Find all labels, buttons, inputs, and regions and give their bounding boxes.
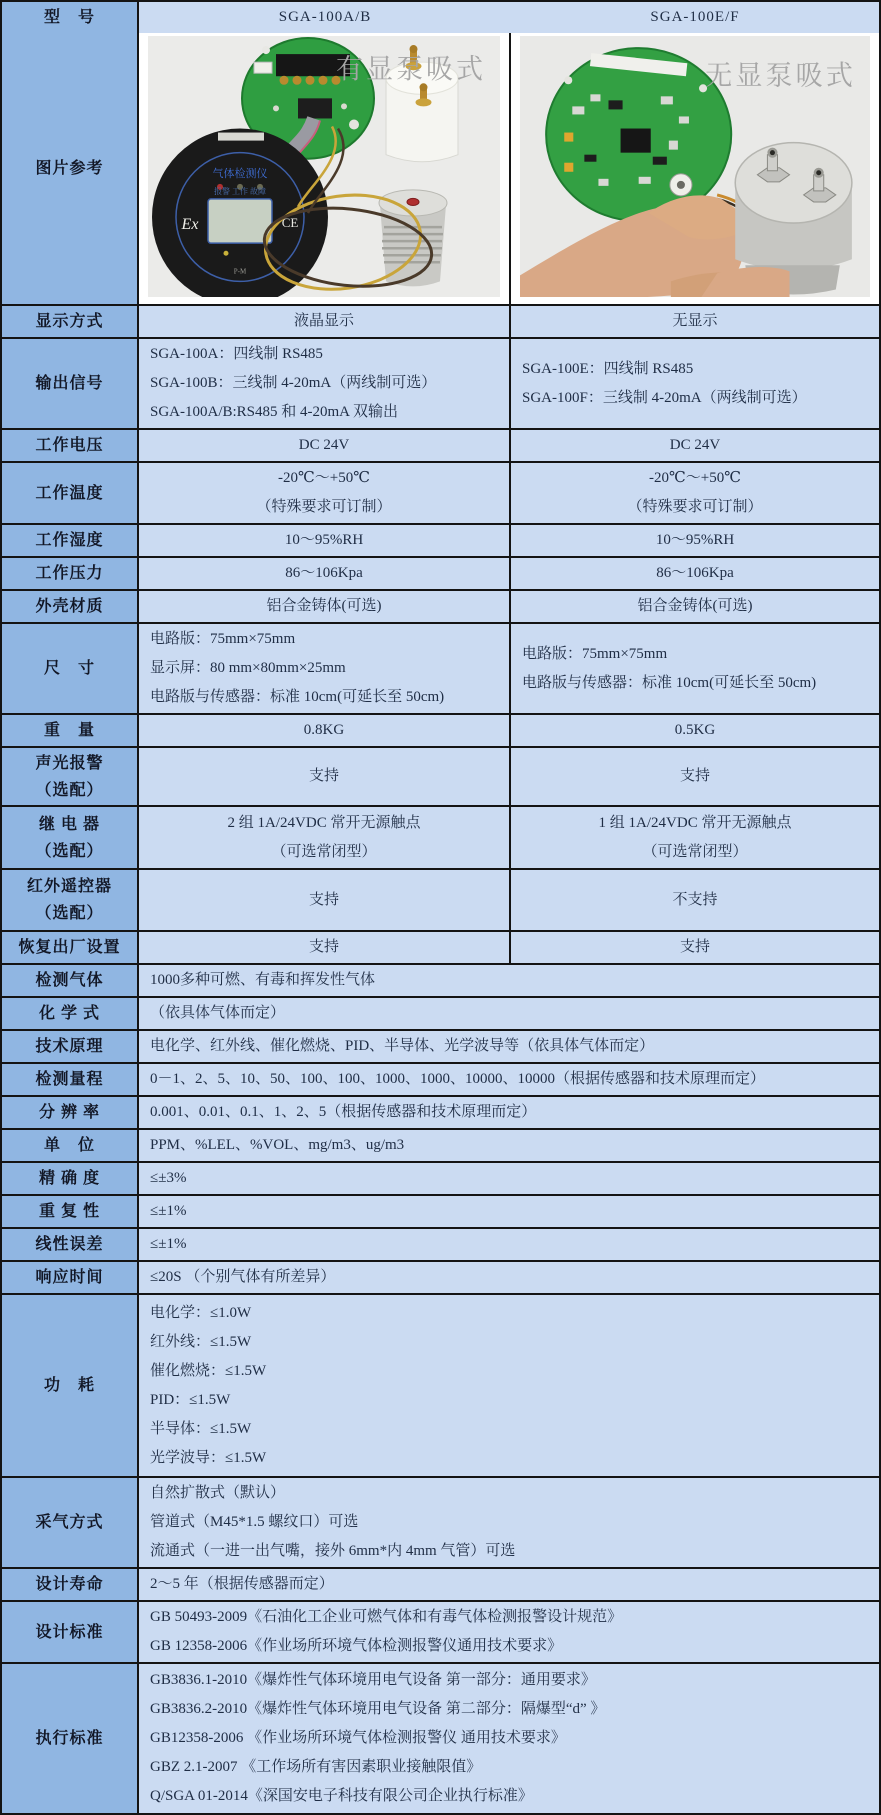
table-row [2,428,879,461]
value-text: ≤±3% [150,1170,187,1187]
value-cell [511,306,879,337]
value-text: ≤±1% [150,1203,187,1220]
product-photo-a [139,33,511,304]
table-row [2,930,879,963]
row-header-label: 响应时间 [35,1269,104,1287]
row-header-label: 尺 寸 [43,660,95,678]
value-text: （可选常闭型） [271,843,377,860]
value-text: 86～106Kpa [285,565,363,582]
value-cell [139,1130,879,1161]
value-cell [139,430,511,461]
row-header-label: 恢复出厂设置 [18,939,121,957]
watermark-b-text: 无显泵吸式 [705,60,856,91]
row-header-cell [2,430,139,461]
table-row [2,713,879,746]
value-text: GB3836.1-2010《爆炸性气体环境用电气设备 第一部分：通用要求》 [150,1672,596,1689]
spec-rows [2,304,879,1813]
value-text: （可选常闭型） [642,843,748,860]
product-photo-b-illustration [520,36,870,297]
value-text: 支持 [308,768,339,785]
table-header-row [2,2,879,31]
row-header-cell [2,1196,139,1227]
table-row [2,1227,879,1260]
table-row [2,1128,879,1161]
value-text: PID：≤1.5W [150,1391,231,1408]
row-header-label: 红外遥控器 [26,878,112,896]
row-header-cell [2,1478,139,1567]
row-header-cell [2,1602,139,1662]
row-header-label: 单 位 [43,1137,95,1155]
value-text: （特殊要求可订制） [256,499,392,516]
value-text: 10～95%RH [284,532,364,549]
value-text: 红外线：≤1.5W [150,1333,252,1350]
row-header-cell [2,306,139,337]
value-text: 不支持 [672,891,718,908]
table-row [2,805,879,868]
row-header-cell [2,1064,139,1095]
row-header-label: 检测气体 [35,972,104,990]
value-text: GB12358-2006 《作业场所环境气体检测报警仪 通用技术要求》 [150,1730,566,1747]
value-cell [139,715,511,746]
value-cell [139,1229,879,1260]
table-row [2,963,879,996]
value-cell [511,932,879,963]
value-text: 1000多种可燃、有毒和挥发性气体 [150,972,376,989]
value-cell [139,748,511,805]
row-header-cell [2,33,139,304]
value-cell [139,998,879,1029]
value-cell [511,339,879,428]
row-header-label: 精 确 度 [38,1170,100,1188]
value-text: 支持 [679,939,710,956]
value-text: PPM、%LEL、%VOL、mg/m3、ug/m3 [150,1137,405,1154]
value-text: SGA-100F：三线制 4-20mA（两线制可选） [522,389,807,406]
row-header-cell [2,748,139,805]
image-reference-row [2,31,879,304]
value-cell [139,558,511,589]
table-row [2,337,879,428]
table-row [2,1194,879,1227]
value-text: 86～106Kpa [656,565,734,582]
value-cell [139,339,511,428]
row-header-label: 重 量 [43,722,95,740]
row-header-label: 化 学 式 [38,1005,100,1023]
value-text: 光学波导：≤1.5W [150,1449,267,1466]
table-row [2,1293,879,1476]
value-text: 支持 [308,939,339,956]
value-cell [139,1196,879,1227]
value-text: 催化燃烧：≤1.5W [150,1362,267,1379]
row-header-cell [2,965,139,996]
row-header-label: 技术原理 [35,1038,104,1056]
model-header-label: 型 号 [43,9,95,26]
row-header-cell [2,1569,139,1600]
row-header-label: 工作湿度 [35,532,104,550]
value-text: 管道式（M45*1.5 螺纹口）可选 [150,1514,359,1531]
row-header-label: 线性误差 [35,1236,104,1254]
table-row [2,1062,879,1095]
row-header-cell [2,463,139,523]
table-row [2,868,879,930]
row-header-label: 检测量程 [35,1071,104,1089]
value-text: GBZ 2.1-2007 《工作场所有害因素职业接触限值》 [150,1759,482,1776]
row-header-cell [2,932,139,963]
value-text: SGA-100E：四线制 RS485 [522,360,694,377]
row-header-label: （选配） [35,905,104,923]
gauge-ex-marking: Ex [181,216,199,234]
value-text: 无显示 [672,313,718,330]
table-row [2,1161,879,1194]
value-text: 0－1、2、5、10、50、100、100、1000、1000、10000、10000（根据传感器和技术原理而定） [150,1071,766,1088]
value-text: 电路版：75mm×75mm [150,631,296,648]
display-gauge-illustration [152,129,328,298]
table-row [2,589,879,622]
value-cell [139,1031,879,1062]
row-header-cell [2,1664,139,1813]
value-text: 半导体：≤1.5W [150,1420,252,1437]
value-cell [511,715,879,746]
sensor-cylinder-illustration [379,190,447,287]
row-header-label: 声光报警 [35,754,104,772]
model-header-cell [2,2,139,33]
value-text: 液晶显示 [293,313,354,330]
value-text: DC 24V [669,437,721,454]
value-text: 2 组 1A/24VDC 常开无源触点 [227,814,421,831]
product-photo-a-illustration [148,36,500,297]
value-text: 10～95%RH [655,532,735,549]
row-header-label: 图片参考 [35,160,104,178]
value-text: （特殊要求可订制） [627,499,763,516]
row-header-label: 工作电压 [35,437,104,455]
row-header-label: 执行标准 [35,1730,104,1748]
value-text: 2～5 年（根据传感器而定） [150,1576,334,1593]
value-cell [139,624,511,713]
value-text: 0.8KG [303,722,345,739]
table-row [2,304,879,337]
gauge-ce-marking: CE [281,215,299,231]
row-header-label: 外壳材质 [35,598,104,616]
value-cell [511,870,879,930]
table-row [2,1567,879,1600]
value-cell [511,463,879,523]
value-text: 自然扩散式（默认） [150,1485,286,1502]
gauge-title-text: 气体检测仪 [212,167,268,180]
row-header-cell [2,525,139,556]
value-text: 电路版与传感器：标准 10cm(可延长至 50cm) [522,674,817,691]
value-cell [139,1478,879,1567]
row-header-label: 分 辨 率 [38,1104,100,1122]
value-cell [139,932,511,963]
value-text: 0.001、0.01、0.1、1、2、5（根据传感器和技术原理而定） [150,1104,537,1121]
row-header-label: 功 耗 [43,1377,95,1395]
value-text: -20℃～+50℃ [277,470,370,487]
row-header-cell [2,339,139,428]
table-row [2,1600,879,1662]
value-cell [139,463,511,523]
value-text: GB3836.2-2010《爆炸性气体环境用电气设备 第二部分：隔爆型“d” 》 [150,1701,606,1718]
value-text: Q/SGA 01-2014《深国安电子科技有限公司企业执行标准》 [150,1788,533,1805]
value-text: 电路版：75mm×75mm [522,645,668,662]
value-text: 支持 [308,891,339,908]
row-header-cell [2,870,139,930]
row-header-cell [2,715,139,746]
row-header-label: 设计标准 [35,1623,104,1641]
value-text: SGA-100A/B:RS485 和 4-20mA 双输出 [150,404,398,421]
value-cell [511,624,879,713]
table-row [2,1095,879,1128]
table-row [2,622,879,713]
value-cell [511,558,879,589]
value-text: ≤20S （个别气体有所差异） [150,1269,336,1286]
value-text: 1 组 1A/24VDC 常开无源触点 [598,814,792,831]
model-a-name: SGA-100A/B [278,9,372,25]
value-cell [139,1569,879,1600]
table-row [2,556,879,589]
row-header-label: 显示方式 [35,313,104,331]
value-text: 铝合金铸体(可选) [266,598,382,615]
table-row [2,996,879,1029]
value-cell [511,748,879,805]
table-row [2,1260,879,1293]
value-text: （依具体气体而定） [150,1005,286,1022]
table-row [2,523,879,556]
row-header-cell [2,1163,139,1194]
pcb-illustration [546,48,731,221]
row-header-cell [2,624,139,713]
row-header-label: 工作压力 [35,565,104,583]
gauge-button-label: P-M [233,267,247,276]
value-cell [139,591,511,622]
value-cell [139,807,511,868]
table-row [2,746,879,805]
product-photo-b [511,33,879,304]
value-text: SGA-100B：三线制 4-20mA（两线制可选） [150,375,437,392]
value-cell [139,1097,879,1128]
row-header-label: 输出信号 [35,375,104,393]
value-cell [139,1295,879,1476]
model-b-name: SGA-100E/F [650,9,740,25]
value-text: 显示屏：80 mm×80mm×25mm [150,660,346,677]
value-text: 电化学、红外线、催化燃烧、PID、半导体、光学波导等（依具体气体而定） [150,1038,655,1055]
value-cell [139,870,511,930]
row-header-label: （选配） [35,842,104,860]
value-text: 0.5KG [674,722,716,739]
table-row [2,1662,879,1813]
value-cell [139,1602,879,1662]
row-header-cell [2,1130,139,1161]
watermark-a-text: 有显泵吸式 [336,54,486,85]
value-cell [139,1664,879,1813]
value-cell [139,965,879,996]
value-text: 电化学：≤1.0W [150,1304,252,1321]
value-text: SGA-100A：四线制 RS485 [150,346,323,363]
value-cell [139,1262,879,1293]
table-row [2,1029,879,1062]
value-cell [139,1163,879,1194]
row-header-cell [2,1097,139,1128]
value-cell [511,525,879,556]
value-text: GB 12358-2006《作业场所环境气体检测报警仪通用技术要求》 [150,1638,563,1655]
model-a-header-cell [139,2,511,33]
row-header-cell [2,998,139,1029]
value-cell [511,591,879,622]
row-header-label: 重 复 性 [38,1203,100,1221]
model-b-header-cell [511,2,879,33]
row-header-cell [2,1262,139,1293]
value-text: 支持 [679,768,710,785]
value-text: 流通式（一进一出气嘴，接外 6mm*内 4mm 气管）可选 [150,1543,516,1560]
value-cell [139,1064,879,1095]
value-cell [139,306,511,337]
row-header-label: 设计寿命 [35,1576,104,1594]
value-text: 电路版与传感器：标准 10cm(可延长至 50cm) [150,689,445,706]
gauge-led-labels: 报警 工作 故障 [214,186,266,196]
value-text: 铝合金铸体(可选) [637,598,753,615]
row-header-cell [2,591,139,622]
value-cell [139,525,511,556]
value-text: -20℃～+50℃ [648,470,741,487]
value-cell [511,807,879,868]
row-header-cell [2,1031,139,1062]
row-header-cell [2,1229,139,1260]
row-header-cell [2,807,139,868]
value-text: ≤±1% [150,1236,187,1253]
row-header-cell [2,558,139,589]
value-text: DC 24V [298,437,350,454]
table-row [2,1476,879,1567]
row-header-label: （选配） [35,781,104,799]
row-header-cell [2,1295,139,1476]
value-text: GB 50493-2009《石油化工企业可燃气体和有毒气体检测报警设计规范》 [150,1609,623,1626]
value-cell [511,430,879,461]
row-header-label: 继 电 器 [38,815,100,833]
table-row [2,461,879,523]
row-header-label: 工作温度 [35,484,104,502]
row-header-label: 采气方式 [35,1514,104,1532]
